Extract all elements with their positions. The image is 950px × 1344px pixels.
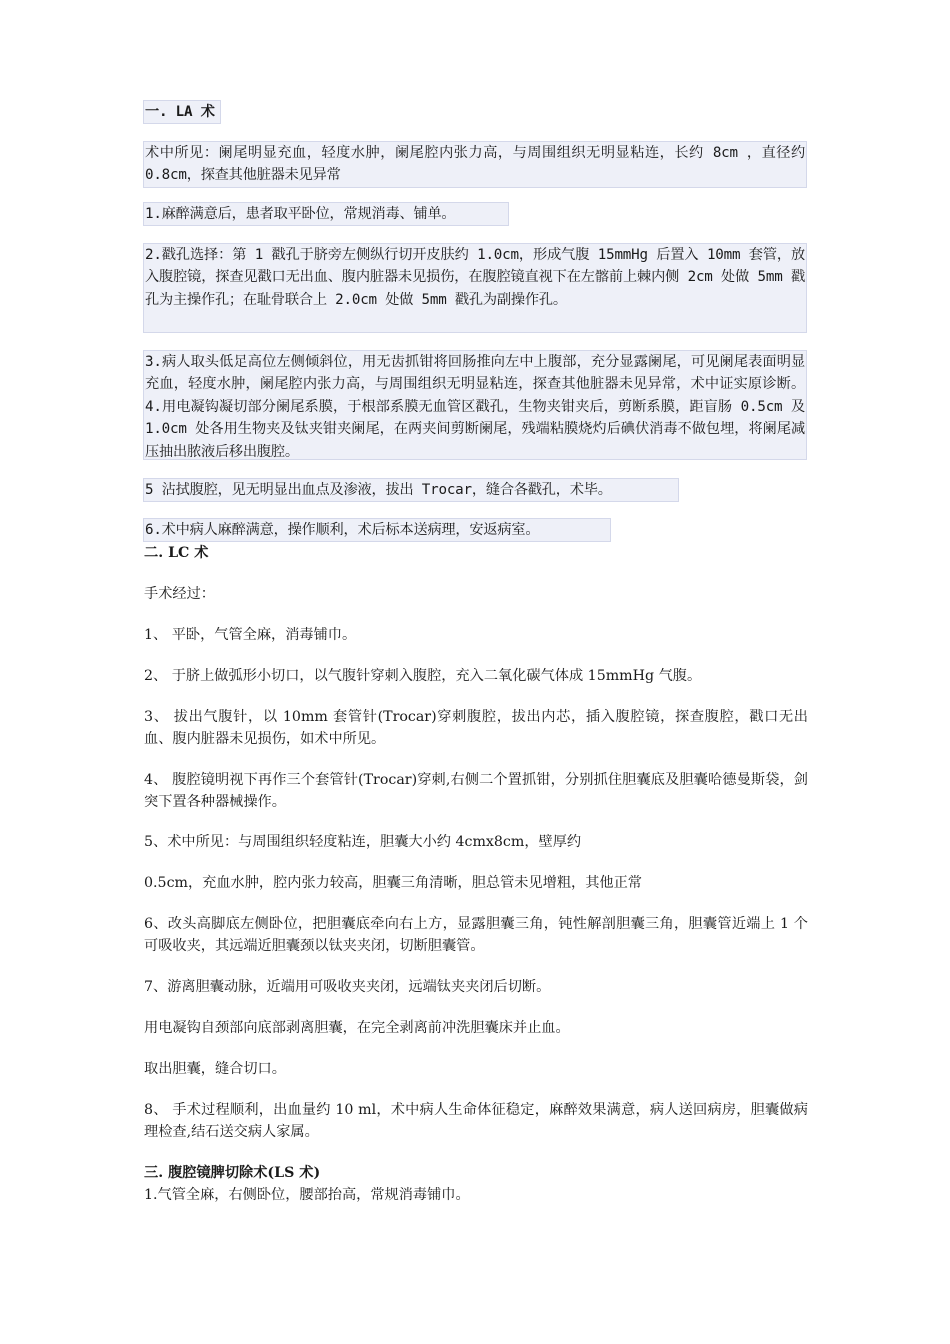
lc-step-2: 2、 于脐上做弧形小切口，以气腹针穿刺入腹腔，充入二氧化碳气体成 15mmHg 气腹。: [144, 668, 702, 684]
section-heading-lc: 二. LC 术: [144, 545, 209, 561]
la-step-6: 6.术中病人麻醉满意，操作顺利，术后标本送病理，安返病室。: [143, 518, 611, 542]
lc-step-4: 4、 腹腔镜明视下再作三个套管针(Trocar)穿刺,右侧二个置抓钳，分别抓住胆囊底及胆囊哈德曼斯袋，剑突下置各种器械操作。: [144, 772, 808, 811]
lc-step-7-dissect: 用电凝钩自颈部向底部剥离胆囊，在完全剥离前冲洗胆囊床并止血。: [144, 1020, 570, 1036]
lc-step-3: 3、 拔出气腹针，以 10mm 套管针(Trocar)穿刺腹腔，拔出内芯，插入腹腔镜，探查腹腔，戳口无出血、腹内脏器未见损伤，如术中所见。: [144, 709, 808, 748]
lc-step-7-remove: 取出胆囊，缝合切口。: [144, 1061, 286, 1077]
lc-step-1: 1、 平卧，气管全麻，消毒铺巾。: [144, 627, 357, 643]
section-heading-la: 一. LA 术: [143, 100, 221, 124]
ls-step-1: 1.气管全麻，右侧卧位，腰部抬高，常规消毒铺巾。: [144, 1187, 470, 1203]
lc-step-5: 5、术中所见：与周围组织轻度粘连，胆囊大小约 4cmx8cm，壁厚约: [144, 834, 582, 850]
la-step-5: 5 沾拭腹腔，见无明显出血点及渗液，拔出 Trocar，缝合各戳孔，术毕。: [143, 478, 679, 502]
section-heading-ls: 三. 腹腔镜脾切除术(LS 术): [144, 1165, 321, 1181]
la-step-1: 1.麻醉满意后，患者取平卧位，常规消毒、铺单。: [143, 202, 509, 226]
lc-step-5-cont: 0.5cm，充血水肿，腔内张力较高，胆囊三角清晰，胆总管未见增粗，其他正常: [144, 875, 642, 891]
la-findings-paragraph: 术中所见：阑尾明显充血，轻度水肿，阑尾腔内张力高，与周围组织无明显粘连，长约 8cm ，直径约 0.8cm，探查其他脏器未见异常: [143, 141, 807, 188]
lc-intro: 手术经过：: [144, 586, 215, 602]
la-step-3-4: 3.病人取头低足高位左侧倾斜位，用无齿抓钳将回肠推向左中上腹部，充分显露阑尾，可见阑尾表面明显充血，轻度水肿，阑尾腔内张力高，与周围组织无明显粘连，探查其他脏器未见异常，术中证实原诊断。 4.用电凝钩凝切部分阑尾系膜，于根部系膜无血管区戳孔，生物夹钳夹后，剪断系膜，距盲肠 0.5cm 及 1.0cm 处各用生物夹及钛夹钳夹阑尾，在两夹间剪断阑尾，残端粘膜烧灼后碘伏消毒不做包埋，将阑尾减压抽出脓液后移出腹腔。: [143, 350, 807, 460]
lc-step-6: 6、改头高脚底左侧卧位，把胆囊底牵向右上方，显露胆囊三角，钝性解剖胆囊三角，胆囊管近端上 1 个可吸收夹，其远端近胆囊颈以钛夹夹闭，切断胆囊管。: [144, 916, 808, 955]
lc-step-7: 7、游离胆囊动脉，近端用可吸收夹夹闭，远端钛夹夹闭后切断。: [144, 979, 551, 995]
lc-step-8: 8、 手术过程顺利，出血量约 10 ml，术中病人生命体征稳定，麻醉效果满意，病人送回病房，胆囊做病理检查,结石送交病人家属。: [144, 1102, 808, 1141]
la-step-2: 2.戳孔选择：第 1 戳孔于脐旁左侧纵行切开皮肤约 1.0cm，形成气腹 15mmHg 后置入 10mm 套管，放入腹腔镜，探查见戳口无出血、腹内脏器未见损伤，在腹腔镜直视下在左髂前上棘内侧 2cm 处做 5mm 戳孔为主操作孔；在耻骨联合上 2.0cm 处做 5mm 戳孔为副操作孔。: [143, 243, 807, 333]
